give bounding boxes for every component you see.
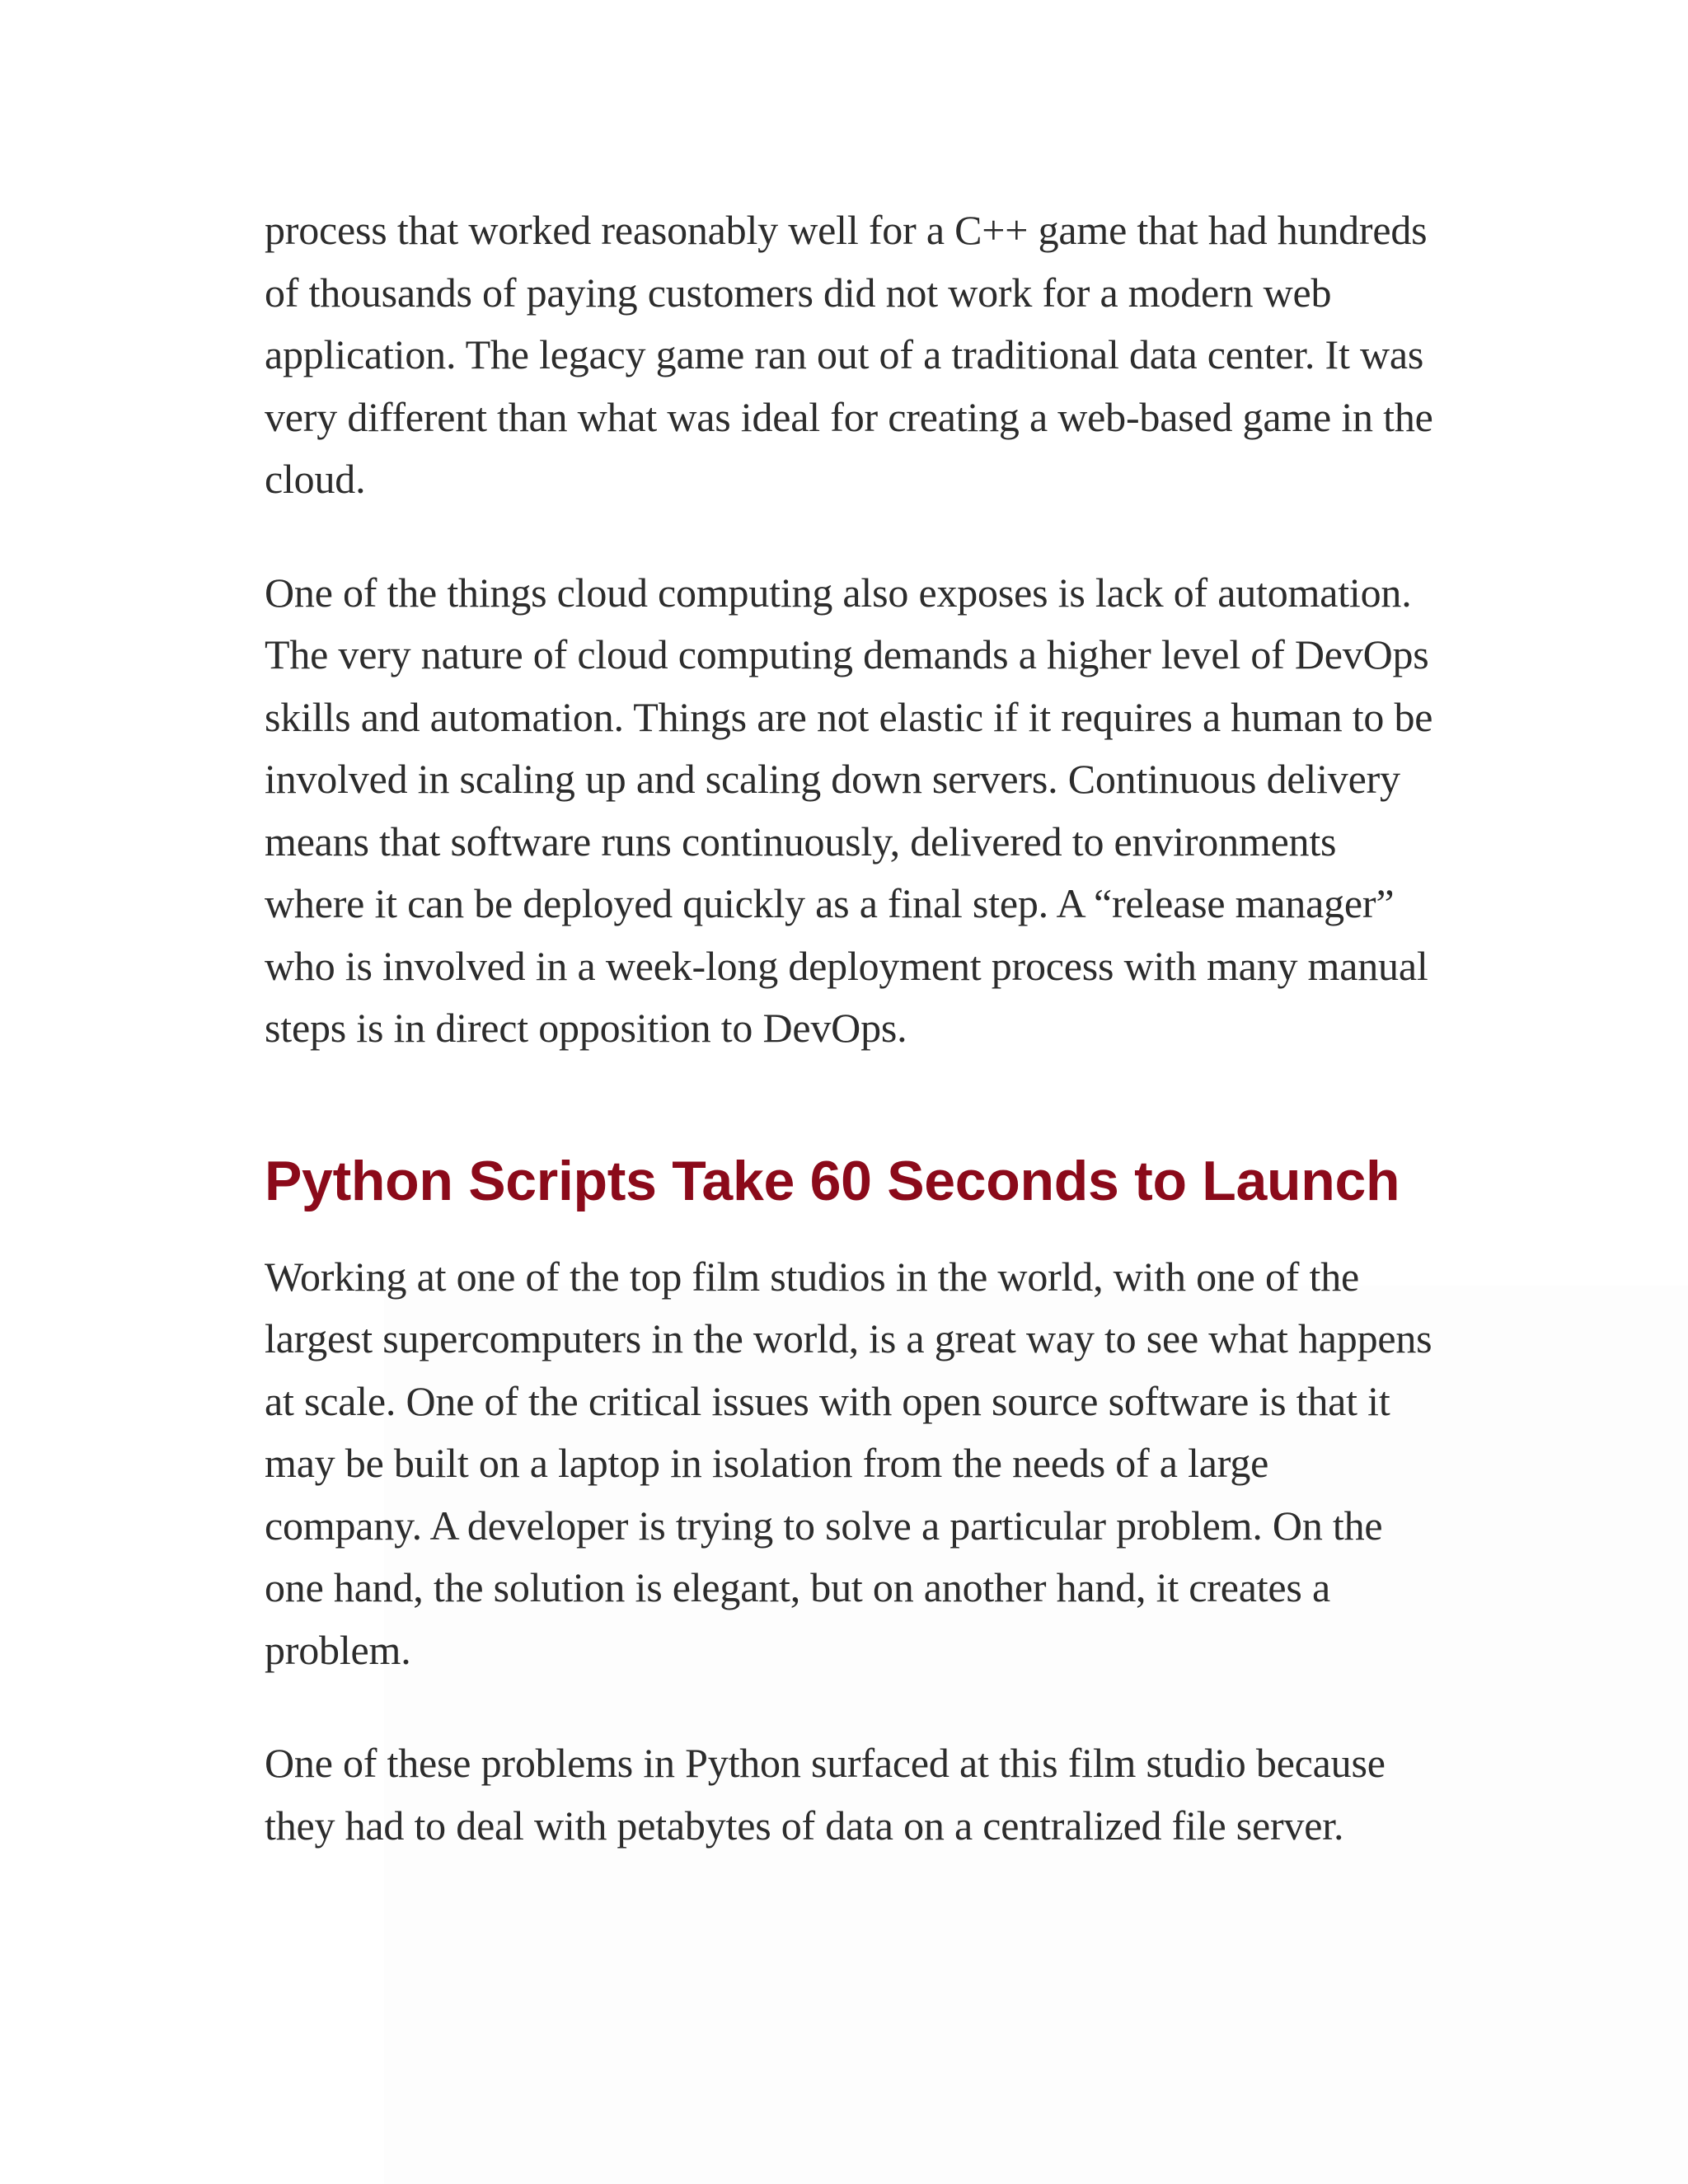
paragraph-legacy-game: process that worked reasonably well for a C++ game that had hundreds of thousands of paying customers did not work for a modern web application. The legacy game ran out of a traditional data center. It was very different than what was ideal for creating a web-based game in the cloud. (265, 207, 1433, 502)
article-body (265, 199, 1435, 1857)
section-heading: Python Scripts Take 60 Seconds to Launch (265, 1149, 1400, 1212)
paragraph-python-problem: One of these problems in Python surfaced at this film studio because they had to deal with petabytes of data on a centralized file server. (265, 1740, 1386, 1849)
paragraph-cloud-automation: One of the things cloud computing also exposes is lack of automation. The very nature of cloud computing demands a higher level of DevOps skills and automation. Things are not elastic if it requires a human to be involved in scaling up and scaling down servers. Continuous delivery means that software runs continuously, delivered to environments where it can be deployed quickly as a final step. A “release manager” who is involved in a week-long deployment process with many manual steps is in direct opposition to DevOps. (265, 569, 1433, 1051)
paragraph-film-studio: Working at one of the top film studios in the world, with one of the largest supercomputers in the world, is a great way to see what happens at scale. One of the critical issues with open source software is that it may be built on a laptop in isolation from the needs of a large company. A developer is trying to solve a particular problem. On the one hand, the solution is elegant, but on another hand, it creates a problem. (265, 1253, 1432, 1673)
